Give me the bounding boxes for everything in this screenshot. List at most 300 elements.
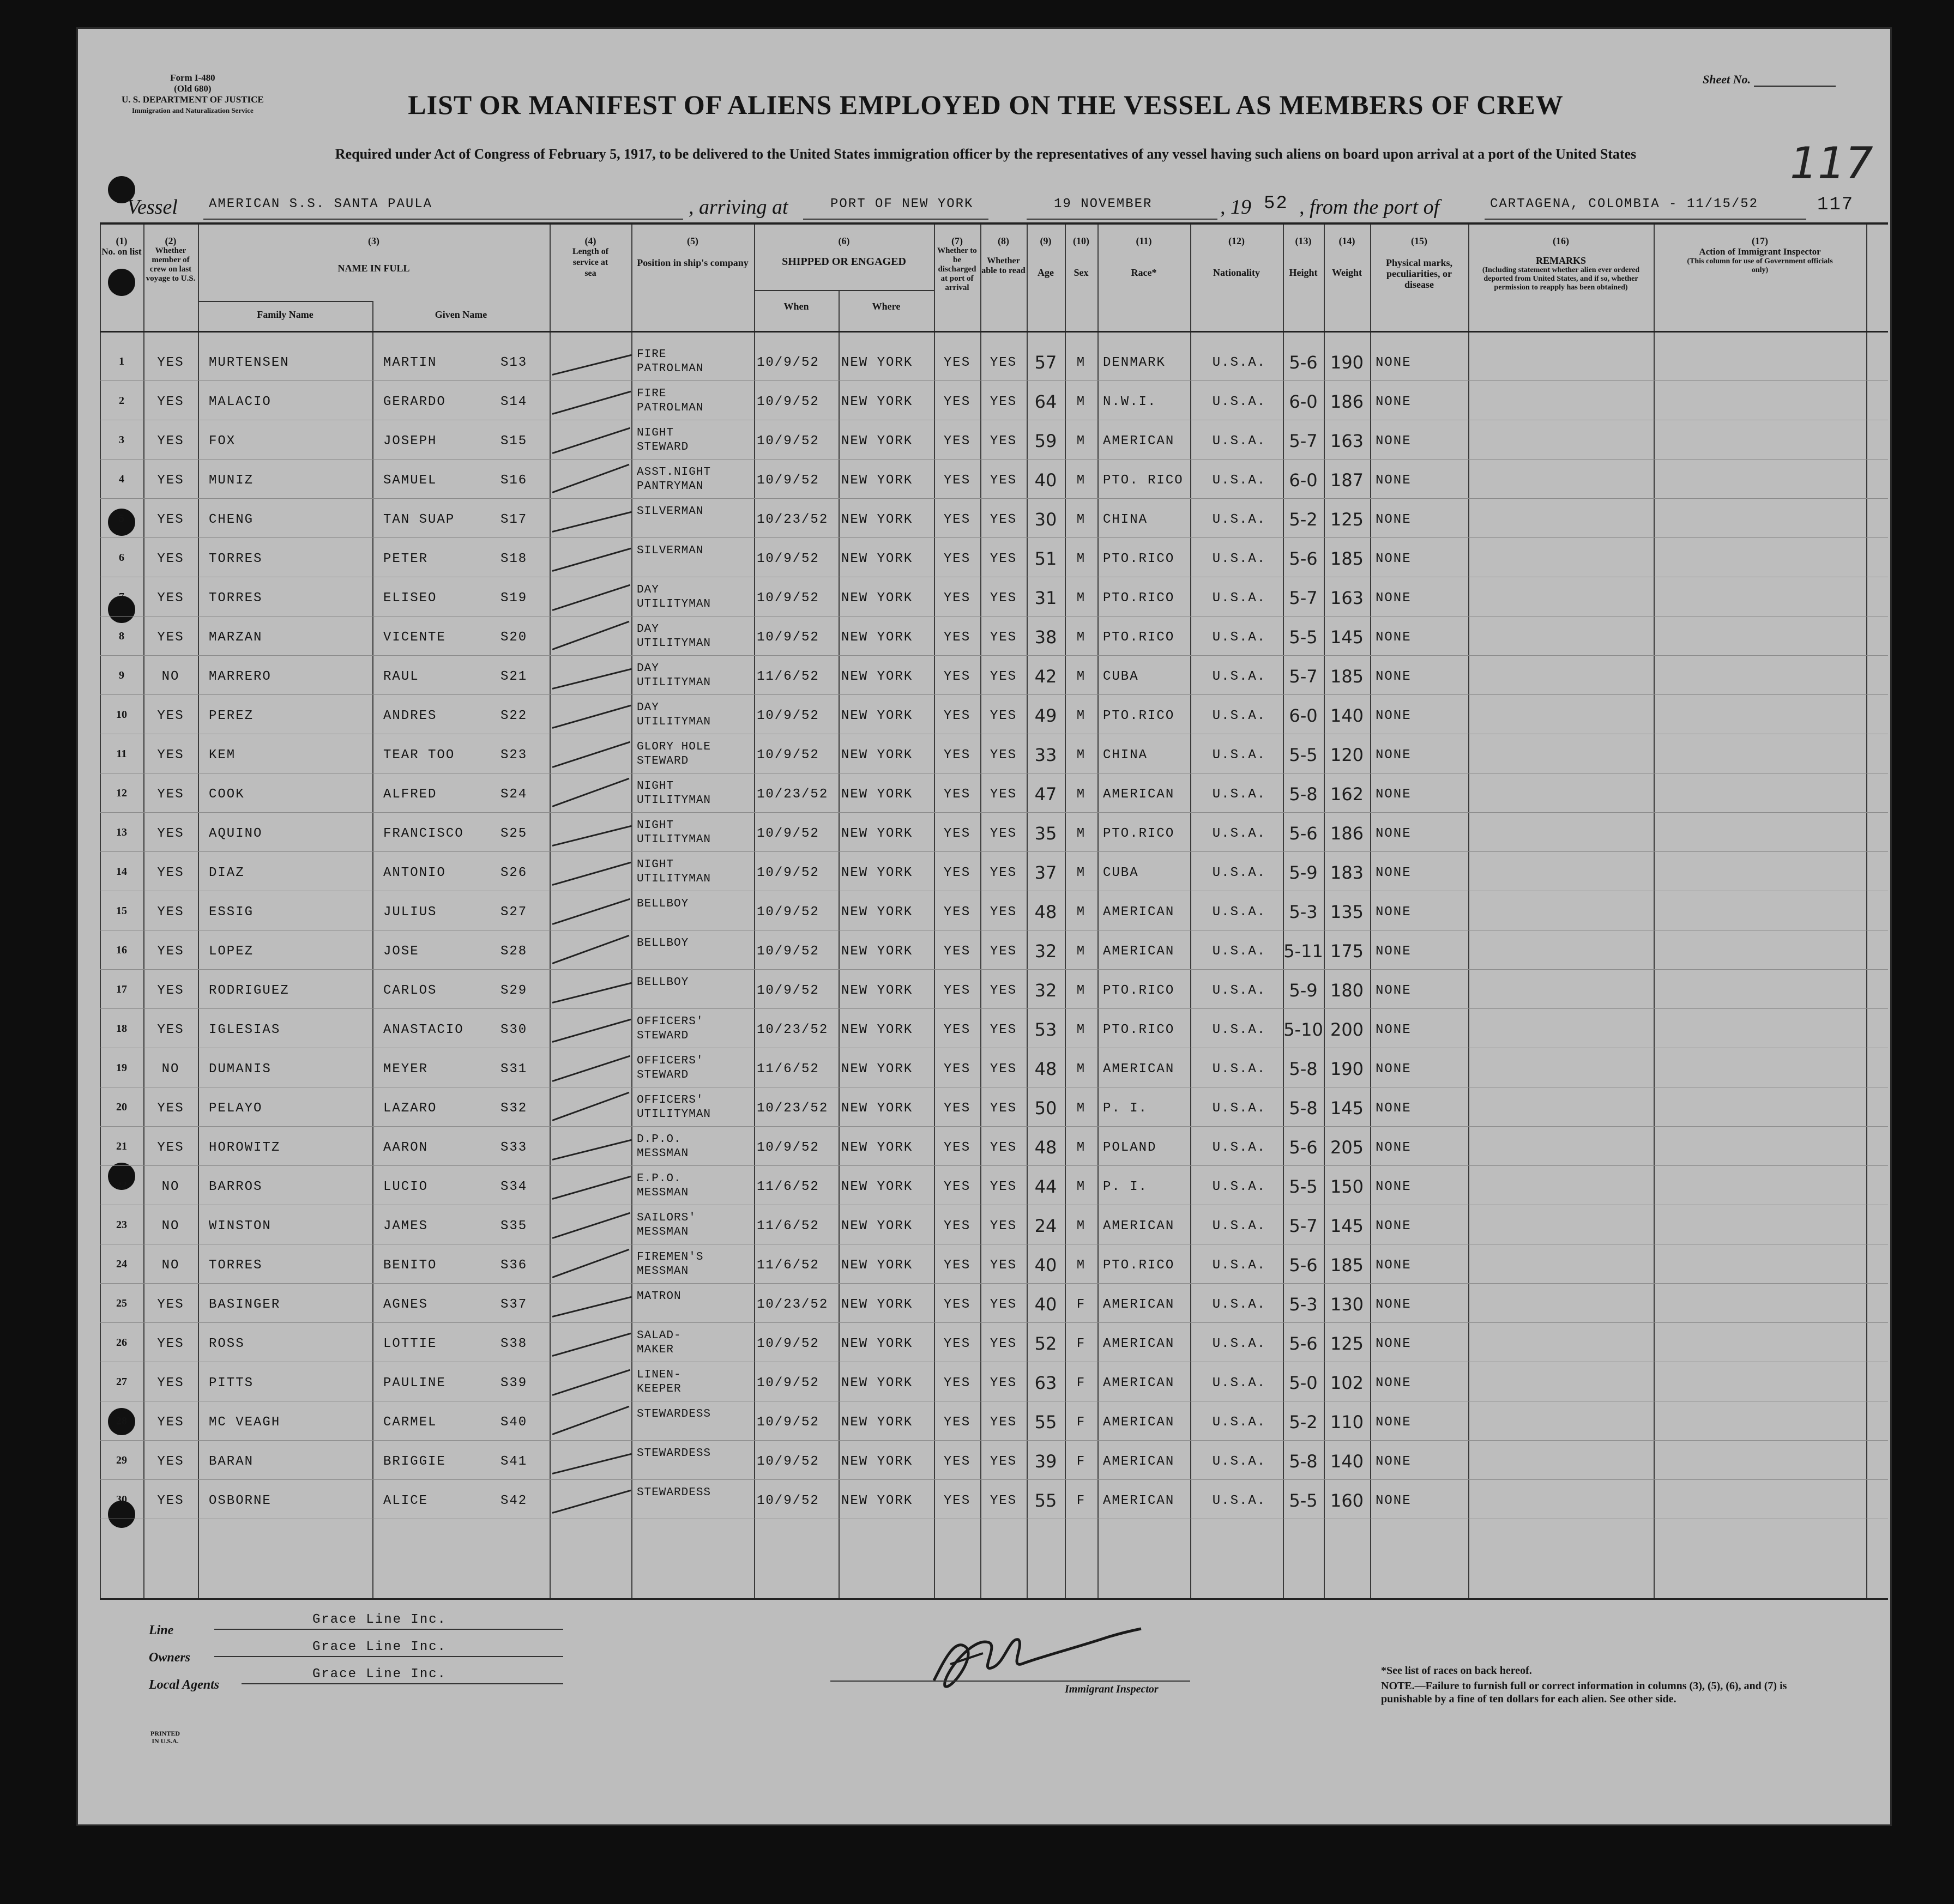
check-mark bbox=[552, 464, 629, 493]
check-mark bbox=[552, 778, 629, 807]
cell-sex: M bbox=[1076, 826, 1086, 841]
cell-when: 10/9/52 bbox=[757, 826, 819, 841]
cell-when: 10/9/52 bbox=[757, 591, 819, 606]
cell-position: DAY UTILITYMAN bbox=[637, 584, 711, 611]
cell-no: 22 bbox=[116, 1180, 127, 1192]
cell-when: 10/9/52 bbox=[757, 630, 819, 645]
inspector-label: Immigrant Inspector bbox=[1065, 1683, 1159, 1695]
cell-nat: U.S.A. bbox=[1212, 473, 1267, 488]
col-header-age: (9) Age bbox=[1038, 235, 1054, 278]
cell-sex: F bbox=[1076, 1376, 1086, 1391]
cell-code: S41 bbox=[500, 1454, 528, 1469]
cell-last: YES bbox=[157, 630, 184, 645]
cell-weight: 190 bbox=[1330, 1059, 1364, 1079]
cell-no: 3 bbox=[119, 434, 124, 446]
cell-code: S22 bbox=[500, 709, 528, 723]
cell-where: NEW YORK bbox=[841, 1454, 913, 1469]
cell-read: YES bbox=[990, 669, 1017, 684]
cell-given: TEAR TOO bbox=[383, 748, 455, 763]
cell-position: NIGHT UTILITYMAN bbox=[637, 859, 711, 885]
cell-age: 63 bbox=[1034, 1373, 1057, 1393]
cell-code: S19 bbox=[500, 591, 528, 606]
cell-when: 10/9/52 bbox=[757, 355, 819, 370]
cell-where: NEW YORK bbox=[841, 1140, 913, 1155]
cell-last: YES bbox=[157, 1454, 184, 1469]
cell-marks: NONE bbox=[1376, 1415, 1412, 1430]
cell-disch: YES bbox=[943, 1140, 971, 1155]
cell-no: 16 bbox=[116, 944, 127, 956]
cell-height: 5-9 bbox=[1289, 862, 1318, 883]
cell-sex: M bbox=[1076, 552, 1086, 566]
cell-marks: NONE bbox=[1376, 591, 1412, 606]
cell-race: PTO.RICO bbox=[1103, 630, 1175, 645]
cell-race: AMERICAN bbox=[1103, 905, 1175, 920]
cell-family: AQUINO bbox=[209, 826, 263, 841]
cell-position: ASST.NIGHT PANTRYMAN bbox=[637, 466, 711, 493]
cell-no: 18 bbox=[116, 1023, 127, 1035]
cell-read: YES bbox=[990, 630, 1017, 645]
cell-disch: YES bbox=[943, 1062, 971, 1077]
check-mark bbox=[552, 1019, 631, 1043]
cell-last: NO bbox=[161, 669, 180, 684]
sheet-number-label: Sheet No. bbox=[1703, 72, 1751, 86]
cell-weight: 110 bbox=[1330, 1412, 1364, 1432]
cell-age: 55 bbox=[1034, 1412, 1057, 1432]
cell-no: 11 bbox=[116, 748, 127, 760]
cell-last: NO bbox=[161, 1258, 180, 1273]
check-mark bbox=[552, 1406, 629, 1435]
cell-sex: M bbox=[1076, 1101, 1086, 1116]
cell-age: 59 bbox=[1034, 431, 1057, 451]
check-mark bbox=[552, 741, 631, 768]
cell-sex: M bbox=[1076, 1062, 1086, 1077]
cell-read: YES bbox=[990, 1454, 1017, 1469]
cell-height: 5-8 bbox=[1289, 784, 1318, 805]
cell-last: NO bbox=[161, 1180, 180, 1194]
cell-position: DAY UTILITYMAN bbox=[637, 662, 711, 689]
cell-position: FIREMEN'S MESSMAN bbox=[637, 1251, 704, 1278]
check-mark bbox=[552, 1369, 631, 1396]
col-header-inspector-action: (17) Action of Immigrant Inspector (This column for use of Government officials only) bbox=[1687, 235, 1833, 274]
cell-nat: U.S.A. bbox=[1212, 434, 1267, 449]
cell-last: YES bbox=[157, 1140, 184, 1155]
row-rule bbox=[100, 694, 1888, 695]
cell-nat: U.S.A. bbox=[1212, 826, 1267, 841]
cell-height: 5-8 bbox=[1289, 1098, 1318, 1119]
cell-disch: YES bbox=[943, 787, 971, 802]
cell-sex: M bbox=[1076, 355, 1086, 370]
check-mark bbox=[552, 427, 631, 454]
cell-marks: NONE bbox=[1376, 1140, 1412, 1155]
cell-marks: NONE bbox=[1376, 395, 1412, 409]
cell-when: 10/9/52 bbox=[757, 1337, 819, 1351]
cell-age: 50 bbox=[1034, 1098, 1057, 1119]
cell-disch: YES bbox=[943, 1297, 971, 1312]
row-rule bbox=[100, 1008, 1888, 1009]
col-header-nationality: (12) Nationality bbox=[1213, 235, 1260, 278]
cell-disch: YES bbox=[943, 1376, 971, 1391]
vessel-name-line bbox=[203, 219, 683, 220]
cell-given: PETER bbox=[383, 552, 429, 566]
cell-no: 6 bbox=[119, 552, 124, 564]
cell-given: BENITO bbox=[383, 1258, 437, 1273]
cell-height: 5-6 bbox=[1289, 1255, 1318, 1276]
cell-nat: U.S.A. bbox=[1212, 1023, 1267, 1037]
cell-position: MATRON bbox=[637, 1290, 682, 1303]
cell-nat: U.S.A. bbox=[1212, 1297, 1267, 1312]
cell-family: BARROS bbox=[209, 1180, 263, 1194]
cell-position: STEWARDESS bbox=[637, 1447, 711, 1460]
cell-last: YES bbox=[157, 905, 184, 920]
cell-position: FIRE PATROLMAN bbox=[637, 388, 704, 414]
cell-nat: U.S.A. bbox=[1212, 1494, 1267, 1508]
row-rule bbox=[100, 969, 1888, 970]
cell-last: YES bbox=[157, 1494, 184, 1508]
cell-family: WINSTON bbox=[209, 1219, 272, 1234]
cell-disch: YES bbox=[943, 1219, 971, 1234]
cell-race: N.W.I. bbox=[1103, 395, 1157, 409]
cell-no: 19 bbox=[116, 1062, 127, 1074]
cell-when: 10/9/52 bbox=[757, 983, 819, 998]
cell-given: BRIGGIE bbox=[383, 1454, 446, 1469]
cell-race: CUBA bbox=[1103, 669, 1139, 684]
cell-when: 10/9/52 bbox=[757, 395, 819, 409]
cell-where: NEW YORK bbox=[841, 1062, 913, 1077]
cell-when: 10/9/52 bbox=[757, 709, 819, 723]
cell-family: ESSIG bbox=[209, 905, 254, 920]
cell-where: NEW YORK bbox=[841, 669, 913, 684]
cell-given: GERARDO bbox=[383, 395, 446, 409]
cell-height: 5-9 bbox=[1289, 980, 1318, 1001]
cell-when: 11/6/52 bbox=[757, 1062, 819, 1077]
cell-last: YES bbox=[157, 944, 184, 959]
arrival-port: PORT OF NEW YORK bbox=[830, 197, 974, 211]
cell-when: 10/9/52 bbox=[757, 748, 819, 763]
cell-disch: YES bbox=[943, 512, 971, 527]
cell-where: NEW YORK bbox=[841, 866, 913, 880]
cell-no: 14 bbox=[116, 866, 127, 878]
cell-height: 5-7 bbox=[1289, 431, 1318, 451]
cell-family: FOX bbox=[209, 434, 236, 449]
cell-height: 5-7 bbox=[1289, 666, 1318, 687]
cell-age: 39 bbox=[1034, 1451, 1057, 1472]
cell-no: 2 bbox=[119, 395, 124, 407]
cell-age: 40 bbox=[1034, 1255, 1057, 1276]
cell-disch: YES bbox=[943, 355, 971, 370]
cell-weight: 185 bbox=[1330, 548, 1364, 569]
cell-age: 30 bbox=[1034, 509, 1057, 530]
cell-code: S36 bbox=[500, 1258, 528, 1273]
cell-nat: U.S.A. bbox=[1212, 1140, 1267, 1155]
cell-last: YES bbox=[157, 1337, 184, 1351]
cell-where: NEW YORK bbox=[841, 1219, 913, 1234]
cell-read: YES bbox=[990, 1494, 1017, 1508]
owners-label: Owners bbox=[149, 1651, 191, 1665]
cell-age: 37 bbox=[1034, 862, 1057, 883]
cell-no: 9 bbox=[119, 669, 124, 681]
cell-sex: M bbox=[1076, 1219, 1086, 1234]
cell-weight: 160 bbox=[1330, 1490, 1364, 1511]
cell-code: S26 bbox=[500, 866, 528, 880]
cell-last: YES bbox=[157, 1297, 184, 1312]
cell-height: 5-7 bbox=[1289, 1216, 1318, 1236]
cell-height: 5-6 bbox=[1289, 548, 1318, 569]
cell-code: S42 bbox=[500, 1494, 528, 1508]
cell-sex: F bbox=[1076, 1454, 1086, 1469]
check-mark bbox=[552, 705, 631, 729]
cell-marks: NONE bbox=[1376, 1297, 1412, 1312]
line-value: Grace Line Inc. bbox=[312, 1612, 447, 1627]
cell-position: BELLBOY bbox=[637, 937, 689, 950]
cell-marks: NONE bbox=[1376, 1062, 1412, 1077]
cell-disch: YES bbox=[943, 1180, 971, 1194]
check-mark bbox=[552, 1139, 632, 1160]
cell-weight: 145 bbox=[1330, 1216, 1364, 1236]
from-port: CARTAGENA, COLOMBIA - 11/15/52 bbox=[1490, 197, 1759, 211]
cell-position: GLORY HOLE STEWARD bbox=[637, 741, 711, 767]
check-mark bbox=[552, 1333, 631, 1357]
cell-no: 1 bbox=[119, 355, 124, 367]
cell-position: SILVERMAN bbox=[637, 545, 704, 557]
col-header-race: (11) Race* bbox=[1131, 235, 1157, 278]
cell-code: S15 bbox=[500, 434, 528, 449]
cell-given: JOSEPH bbox=[383, 434, 437, 449]
cell-code: S31 bbox=[500, 1062, 528, 1077]
cell-marks: NONE bbox=[1376, 552, 1412, 566]
cell-last: YES bbox=[157, 983, 184, 998]
cell-weight: 150 bbox=[1330, 1176, 1364, 1197]
cell-nat: U.S.A. bbox=[1212, 395, 1267, 409]
cell-height: 5-0 bbox=[1289, 1373, 1318, 1393]
cell-disch: YES bbox=[943, 669, 971, 684]
check-mark bbox=[552, 1490, 631, 1514]
cell-weight: 187 bbox=[1330, 470, 1364, 491]
cell-code: S37 bbox=[500, 1297, 528, 1312]
col-header-read: (8) Whether able to read bbox=[981, 235, 1026, 275]
cell-race: AMERICAN bbox=[1103, 1376, 1175, 1391]
cell-family: TORRES bbox=[209, 591, 263, 606]
cell-race: AMERICAN bbox=[1103, 434, 1175, 449]
cell-sex: M bbox=[1076, 748, 1086, 763]
cell-where: NEW YORK bbox=[841, 787, 913, 802]
cell-nat: U.S.A. bbox=[1212, 1415, 1267, 1430]
cell-last: YES bbox=[157, 395, 184, 409]
cell-race: CHINA bbox=[1103, 748, 1148, 763]
cell-when: 10/9/52 bbox=[757, 552, 819, 566]
cell-given: LAZARO bbox=[383, 1101, 437, 1116]
cell-marks: NONE bbox=[1376, 1454, 1412, 1469]
col-header-position: (5) Position in ship's company bbox=[637, 235, 749, 268]
cell-disch: YES bbox=[943, 748, 971, 763]
cell-when: 11/6/52 bbox=[757, 1219, 819, 1234]
cell-position: NIGHT UTILITYMAN bbox=[637, 819, 711, 846]
cell-family: CHENG bbox=[209, 512, 254, 527]
check-mark bbox=[552, 354, 632, 376]
row-rule bbox=[100, 1126, 1888, 1127]
cell-race: POLAND bbox=[1103, 1140, 1157, 1155]
printer-mark: PRINTED IN U.S.A. bbox=[150, 1730, 180, 1745]
cell-family: MURTENSEN bbox=[209, 355, 290, 370]
cell-nat: U.S.A. bbox=[1212, 355, 1267, 370]
cell-nat: U.S.A. bbox=[1212, 905, 1267, 920]
cell-nat: U.S.A. bbox=[1212, 512, 1267, 527]
cell-no: 30 bbox=[116, 1494, 127, 1506]
cell-disch: YES bbox=[943, 866, 971, 880]
arriving-label: , arriving at bbox=[689, 196, 788, 219]
cell-read: YES bbox=[990, 1376, 1017, 1391]
cell-race: PTO.RICO bbox=[1103, 826, 1175, 841]
from-port-label: , from the port of bbox=[1299, 196, 1440, 219]
cell-position: FIRE PATROLMAN bbox=[637, 348, 704, 375]
cell-age: 40 bbox=[1034, 470, 1057, 491]
cell-read: YES bbox=[990, 1258, 1017, 1273]
owners-value: Grace Line Inc. bbox=[312, 1640, 447, 1654]
cell-weight: 140 bbox=[1330, 1451, 1364, 1472]
cell-age: 44 bbox=[1034, 1176, 1057, 1197]
cell-given: JULIUS bbox=[383, 905, 437, 920]
cell-height: 5-10 bbox=[1283, 1019, 1323, 1040]
arrival-year: 52 bbox=[1264, 194, 1288, 214]
cell-race: AMERICAN bbox=[1103, 1062, 1175, 1077]
cell-given: ELISEO bbox=[383, 591, 437, 606]
cell-age: 55 bbox=[1034, 1490, 1057, 1511]
cell-given: SAMUEL bbox=[383, 473, 437, 488]
check-mark bbox=[552, 1453, 632, 1474]
cell-race: PTO.RICO bbox=[1103, 1258, 1175, 1273]
cell-disch: YES bbox=[943, 1494, 971, 1508]
cell-disch: YES bbox=[943, 591, 971, 606]
cell-height: 5-7 bbox=[1289, 588, 1318, 608]
cell-race: AMERICAN bbox=[1103, 1415, 1175, 1430]
cell-marks: NONE bbox=[1376, 669, 1412, 684]
cell-where: NEW YORK bbox=[841, 355, 913, 370]
cell-race: AMERICAN bbox=[1103, 1219, 1175, 1234]
cell-height: 5-6 bbox=[1289, 1137, 1318, 1158]
cell-marks: NONE bbox=[1376, 1376, 1412, 1391]
cell-age: 42 bbox=[1034, 666, 1057, 687]
cell-no: 28 bbox=[116, 1415, 127, 1427]
cell-weight: 145 bbox=[1330, 627, 1364, 648]
cell-read: YES bbox=[990, 1140, 1017, 1155]
cell-weight: 163 bbox=[1330, 588, 1364, 608]
cell-given: LOTTIE bbox=[383, 1337, 437, 1351]
cell-when: 10/23/52 bbox=[757, 1101, 829, 1116]
cell-given: ANASTACIO bbox=[383, 1023, 464, 1037]
cell-marks: NONE bbox=[1376, 866, 1412, 880]
cell-when: 10/9/52 bbox=[757, 1494, 819, 1508]
cell-nat: U.S.A. bbox=[1212, 709, 1267, 723]
cell-read: YES bbox=[990, 905, 1017, 920]
cell-last: YES bbox=[157, 591, 184, 606]
cell-last: YES bbox=[157, 473, 184, 488]
cell-sex: F bbox=[1076, 1337, 1086, 1351]
cell-code: S20 bbox=[500, 630, 528, 645]
cell-marks: NONE bbox=[1376, 1337, 1412, 1351]
races-note: *See list of races on back hereof. bbox=[1381, 1665, 1532, 1677]
cell-last: YES bbox=[157, 866, 184, 880]
cell-last: YES bbox=[157, 709, 184, 723]
cell-weight: 162 bbox=[1330, 784, 1364, 805]
manifest-footer bbox=[149, 1599, 1839, 1762]
cell-weight: 163 bbox=[1330, 431, 1364, 451]
cell-read: YES bbox=[990, 1062, 1017, 1077]
cell-age: 52 bbox=[1034, 1333, 1057, 1354]
cell-race: PTO.RICO bbox=[1103, 591, 1175, 606]
form-old-number: (Old 680) bbox=[174, 83, 212, 94]
cell-disch: YES bbox=[943, 983, 971, 998]
check-mark bbox=[552, 1092, 629, 1121]
cell-age: 38 bbox=[1034, 627, 1057, 648]
cell-where: NEW YORK bbox=[841, 512, 913, 527]
cell-code: S29 bbox=[500, 983, 528, 998]
cell-where: NEW YORK bbox=[841, 1376, 913, 1391]
cell-height: 5-3 bbox=[1289, 1294, 1318, 1315]
cell-family: OSBORNE bbox=[209, 1494, 272, 1508]
cell-last: YES bbox=[157, 1415, 184, 1430]
cell-where: NEW YORK bbox=[841, 944, 913, 959]
check-mark bbox=[552, 898, 631, 925]
cell-when: 10/23/52 bbox=[757, 1023, 829, 1037]
cell-given: TAN SUAP bbox=[383, 512, 455, 527]
form-number: Form I-480 bbox=[170, 72, 215, 83]
check-mark bbox=[552, 511, 632, 533]
vessel-label: Vessel bbox=[127, 196, 178, 219]
cell-sex: M bbox=[1076, 630, 1086, 645]
cell-family: DUMANIS bbox=[209, 1062, 272, 1077]
check-mark bbox=[552, 825, 632, 847]
cell-where: NEW YORK bbox=[841, 709, 913, 723]
cell-last: YES bbox=[157, 434, 184, 449]
cell-nat: U.S.A. bbox=[1212, 591, 1267, 606]
cell-height: 5-5 bbox=[1289, 745, 1318, 765]
col-header-remarks: (16) REMARKS (Including statement whether alien ever ordered deported from United States, and if so, whether permission to reapply has been obtained) bbox=[1482, 235, 1640, 292]
local-agents-label: Local Agents bbox=[149, 1678, 220, 1692]
cell-position: STEWARDESS bbox=[637, 1486, 711, 1499]
check-mark bbox=[552, 584, 631, 611]
cell-marks: NONE bbox=[1376, 709, 1412, 723]
cell-position: NIGHT UTILITYMAN bbox=[637, 780, 711, 807]
col-header-physical-marks: (15) Physical marks, peculiarities, or disease bbox=[1385, 235, 1452, 290]
cell-family: COOK bbox=[209, 787, 245, 802]
cell-where: NEW YORK bbox=[841, 1258, 913, 1273]
cell-race: PTO.RICO bbox=[1103, 1023, 1175, 1037]
cell-code: S13 bbox=[500, 355, 528, 370]
col-header-shipped: (6) SHIPPED OR ENGAGED bbox=[782, 235, 906, 268]
cell-no: 27 bbox=[116, 1376, 127, 1388]
cell-no: 24 bbox=[116, 1258, 127, 1270]
cell-no: 7 bbox=[119, 591, 124, 603]
arrival-date-line bbox=[1027, 219, 1217, 220]
cell-nat: U.S.A. bbox=[1212, 552, 1267, 566]
cell-position: SILVERMAN bbox=[637, 505, 704, 518]
cell-read: YES bbox=[990, 1415, 1017, 1430]
cell-no: 8 bbox=[119, 630, 124, 642]
cell-family: MUNIZ bbox=[209, 473, 254, 488]
cell-code: S32 bbox=[500, 1101, 528, 1116]
cell-weight: 145 bbox=[1330, 1098, 1364, 1119]
cell-family: KEM bbox=[209, 748, 236, 763]
cell-sex: M bbox=[1076, 512, 1086, 527]
cell-code: S17 bbox=[500, 512, 528, 527]
cell-disch: YES bbox=[943, 1337, 971, 1351]
cell-nat: U.S.A. bbox=[1212, 1337, 1267, 1351]
cell-where: NEW YORK bbox=[841, 1415, 913, 1430]
cell-read: YES bbox=[990, 1023, 1017, 1037]
page-mark: 117 bbox=[1817, 195, 1854, 215]
cell-sex: M bbox=[1076, 709, 1086, 723]
cell-read: YES bbox=[990, 826, 1017, 841]
col-header-sex: (10) Sex bbox=[1073, 235, 1089, 278]
